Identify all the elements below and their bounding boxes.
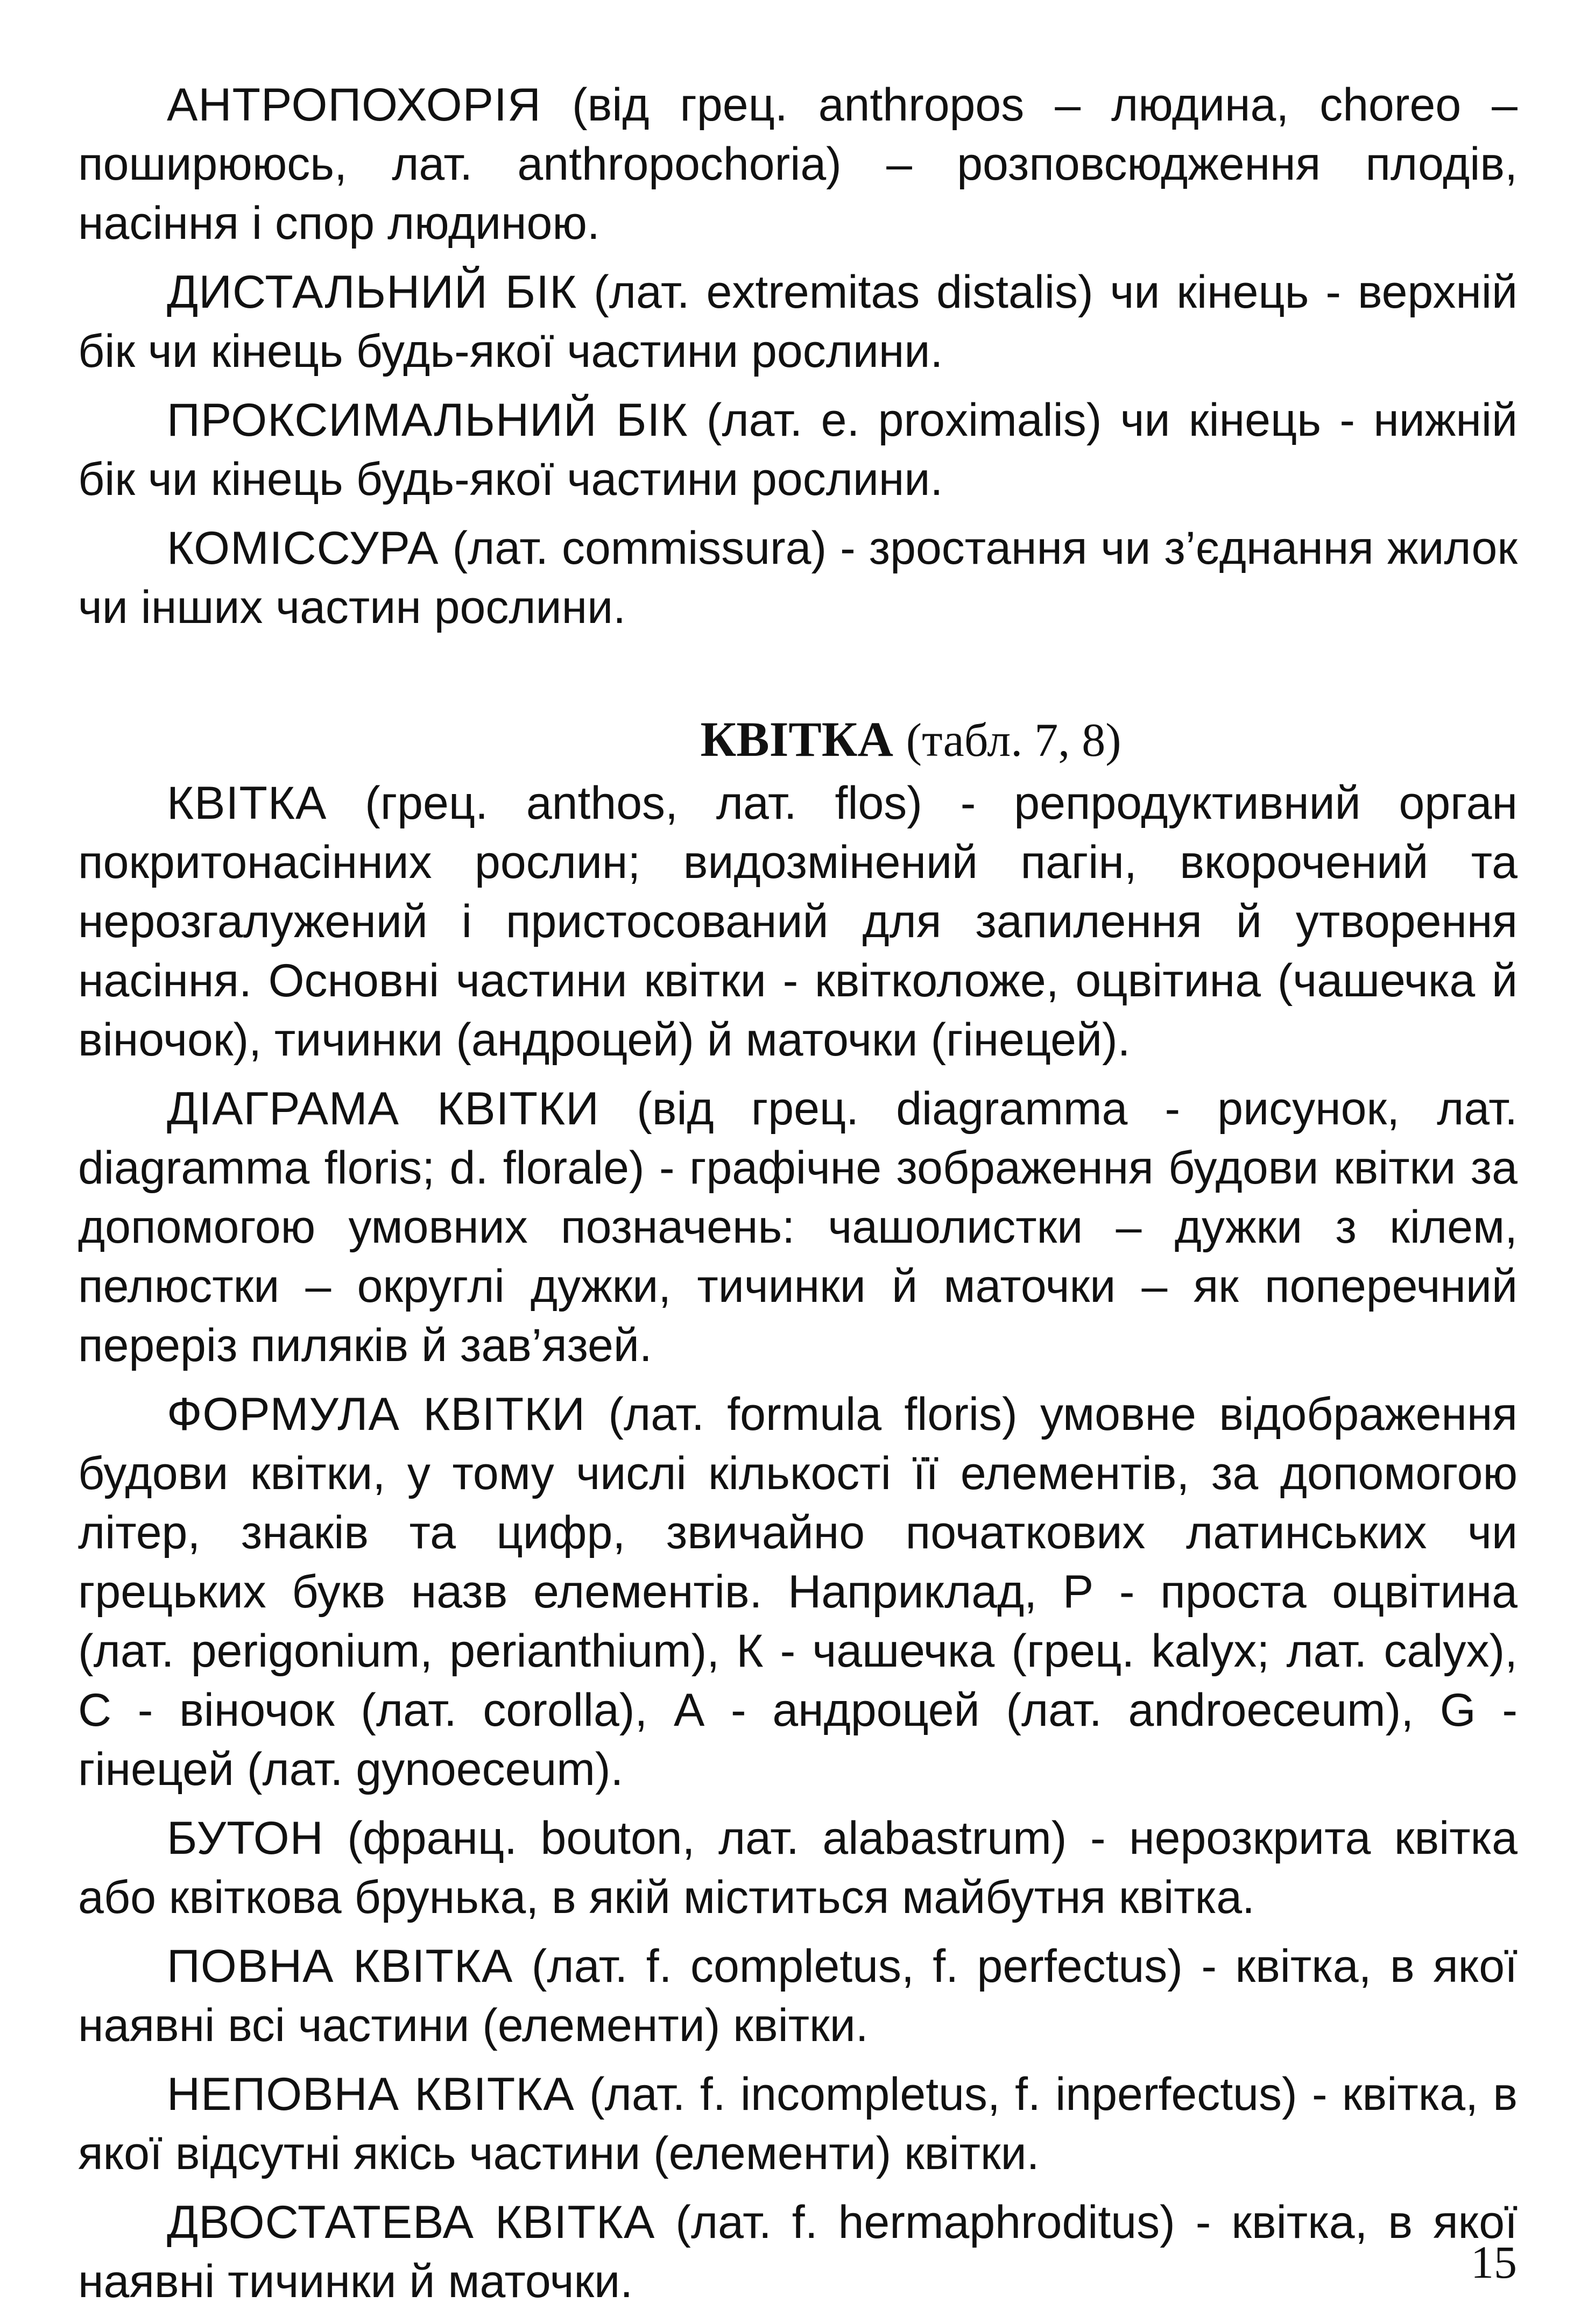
entry-definition: (лат. f. hermaphroditus) - квітка, в якої наявні тичинки й маточки. (78, 2197, 1518, 2307)
entry-definition: (франц. bouton, лат. alabastrum) - нерозкрита квітка або квіткова брунька, в якій міститься майбутня квітка. (78, 1812, 1518, 1923)
entry-distal-side (78, 263, 1518, 381)
section-title: КВІТКА (700, 712, 893, 767)
entry-definition: (лат. formula floris) умовне відображення будови квітки, у тому числі кількості її елементів, за допомогою літер, знаків та цифр, звичайно початкових латинських чи грецьких букв назв елементів. Наприклад, Р - проста оцвітина (лат. perigonium, perianthium), К - чашечка (грец. kalyx; лат. calyx), С - віночок (лат. corolla), А - андроцей (лат. androeceum), G - гінецей (лат. gynoeceum). (78, 1388, 1518, 1795)
text-column (78, 75, 1518, 2311)
page-number: 15 (1471, 2236, 1517, 2288)
entry-incomplete-flower (78, 2065, 1518, 2183)
entry-term: ДІАГРАМА КВІТКИ (167, 1083, 599, 1135)
entry-complete-flower (78, 1937, 1518, 2055)
entry-commissure (78, 519, 1518, 637)
entry-definition: (лат. extremitas distalis) чи кінець - верхній бік чи кінець будь-якої частини рослини. (78, 266, 1518, 377)
entry-bud (78, 1809, 1518, 1927)
entry-bisexual-flower (78, 2193, 1518, 2311)
entry-anthropochory (78, 75, 1518, 253)
entry-term: ФОРМУЛА КВІТКИ (167, 1388, 586, 1440)
entry-definition: (лат. f. incompletus, f. inperfectus) - квітка, в якої відсутні якісь частини (елементи) квітки. (78, 2068, 1518, 2179)
entry-term: ПРОКСИМАЛЬНИЙ БІК (167, 394, 688, 446)
entry-term: ПОВНА КВІТКА (167, 1940, 513, 1992)
entry-definition: (від грец. anthropos – людина, choreo – поширююсь, лат. anthropochoria) – розповсюдження плодів, насіння і спор людиною. (78, 79, 1518, 249)
entry-proximal-side (78, 391, 1518, 509)
entry-term: ДИСТАЛЬНИЙ БІК (167, 266, 577, 318)
entry-term: АНТРОПОХОРІЯ (167, 79, 541, 131)
entry-definition: (лат. commissura) - зростання чи з’єднання жилок чи інших частин рослини. (78, 522, 1518, 633)
section-heading (78, 710, 1518, 770)
entry-flower (78, 774, 1518, 1069)
entry-flower-diagram (78, 1079, 1518, 1375)
section-table-reference: (табл. 7, 8) (906, 714, 1121, 767)
entry-definition: (від грец. diagramma - рисунок, лат. diagramma floris; d. florale) - графічне зображення будови квітки за допомогою умовних позначень: чашолистки – дужки з кілем, пелюстки – округлі дужки, тичинки й маточки – як поперечний переріз пиляків й зав’язей. (78, 1083, 1518, 1371)
entry-term: БУТОН (167, 1812, 324, 1864)
entry-flower-formula (78, 1385, 1518, 1799)
entry-term: ДВОСТАТЕВА КВІТКА (167, 2197, 655, 2248)
entry-term: КВІТКА (167, 777, 327, 829)
entry-definition: (грец. anthos, лат. flos) - репродуктивний орган покритонасінних рослин; видозмінений пагін, вкорочений та нерозгалужений і пристосований для запилення й утворення насіння. Основні частини квітки - квітколоже, оцвітина (чашечка й віночок), тичинки (андроцей) й маточки (гінецей). (78, 777, 1518, 1066)
entry-definition: (лат. e. proximalis) чи кінець - нижній бік чи кінець будь-якої частини рослини. (78, 394, 1518, 505)
entry-term: НЕПОВНА КВІТКА (167, 2068, 575, 2120)
entry-term: КОМІССУРА (167, 522, 439, 574)
entry-definition: (лат. f. completus, f. perfectus) - квітка, в якої наявні всі частини (елементи) квітки. (78, 1940, 1518, 2051)
